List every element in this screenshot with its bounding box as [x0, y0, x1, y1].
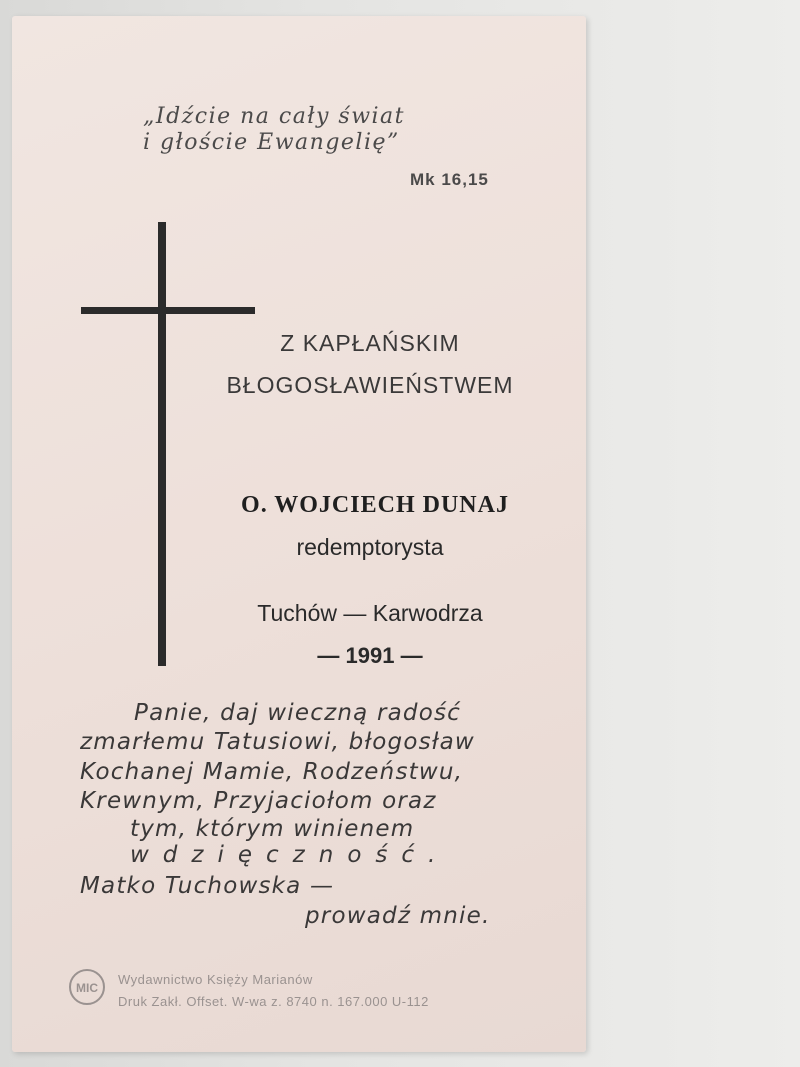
prayer-line: Matko Tuchowska — — [80, 873, 335, 899]
prayer-line: prowadź mnie. — [305, 903, 491, 929]
quote-line-2: i głoście Ewangelię” — [143, 130, 400, 155]
heading-line-2: BŁOGOSŁAWIEŃSTWEM — [226, 372, 514, 398]
heading-line-1: Z KAPŁAŃSKIM — [280, 330, 460, 356]
prayer-line: Krewnym, Przyjaciołom oraz — [80, 788, 437, 814]
prayer-line: wdzięczność. — [130, 842, 450, 868]
quote-reference: Mk 16,15 — [410, 170, 489, 189]
prayer-line: tym, którym winienem — [130, 816, 415, 842]
prayer-line: zmarłemu Tatusiowi, błogosław — [80, 729, 475, 755]
priest-order: redemptorysta — [296, 534, 444, 560]
cross-crossbar — [81, 307, 255, 314]
bible-quote — [143, 104, 405, 156]
publisher-name: Wydawnictwo Księży Marianów — [118, 972, 313, 987]
publisher-logo-text: MIC — [76, 981, 98, 995]
print-info: Druk Zakł. Offset. W-wa z. 8740 n. 167.000 U-112 — [118, 994, 429, 1009]
quote-line-1: „Idźcie na cały świat — [143, 104, 406, 129]
priest-place: Tuchów — Karwodrza — [257, 600, 483, 626]
publisher-logo-icon — [68, 968, 106, 1006]
cross-icon — [158, 222, 166, 666]
prayer-line: Panie, daj wieczną radość — [134, 700, 462, 726]
priest-name: O. WOJCIECH DUNAJ — [241, 492, 509, 518]
priest-year: — 1991 — — [317, 643, 423, 668]
prayer-line: Kochanej Mamie, Rodzeństwu, — [80, 759, 464, 785]
